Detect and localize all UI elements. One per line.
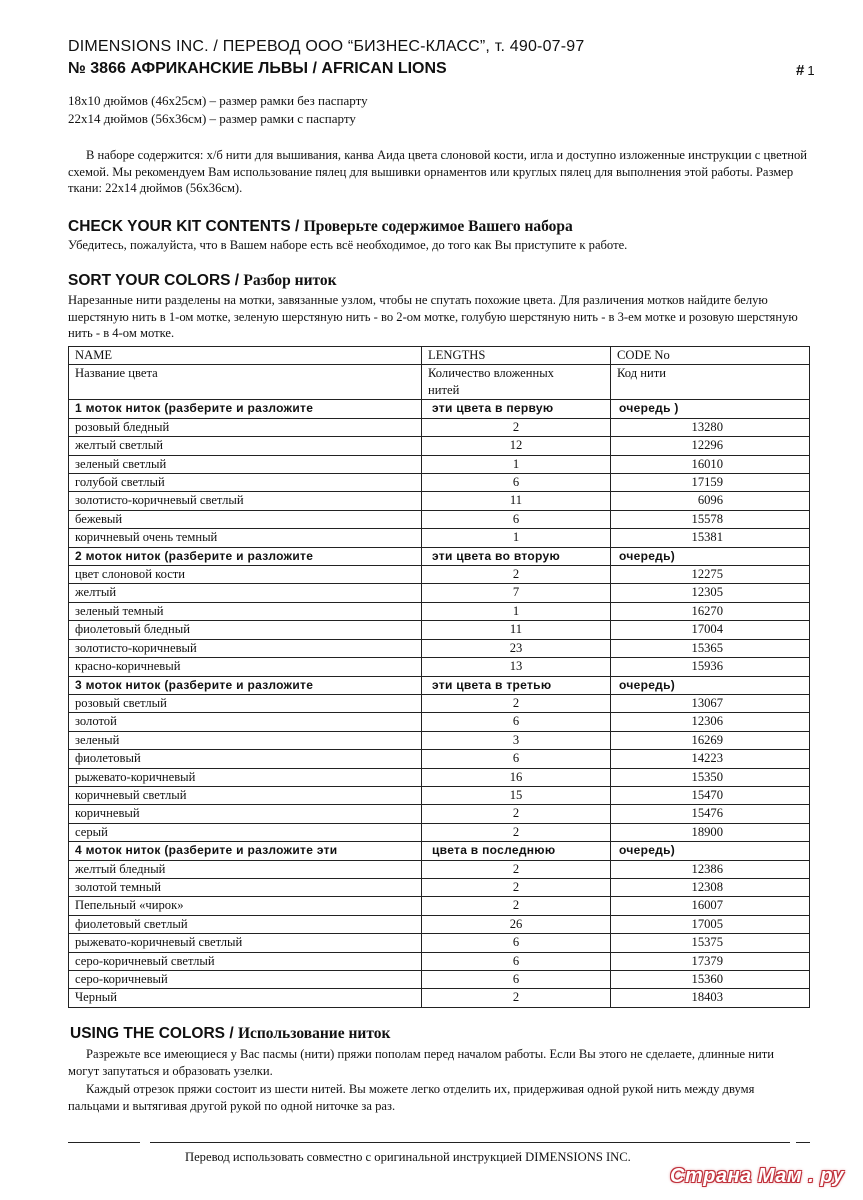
table-row [69, 971, 810, 989]
code-cell: 17159 [611, 474, 810, 492]
colors-table-body [69, 347, 810, 1008]
footer-rule-right [796, 1142, 810, 1143]
code-cell: 12296 [611, 437, 810, 455]
watermark-logo: Страна Мам . ру [670, 1165, 845, 1187]
length-cell: 26 [422, 915, 611, 933]
code-cell: 16010 [611, 455, 810, 473]
code-cell: 15365 [611, 639, 810, 657]
check-heading [68, 218, 573, 236]
length-cell: 6 [422, 971, 611, 989]
color-name-cell: золотисто-коричневый [69, 639, 422, 657]
table-row [69, 694, 810, 712]
colors-table [68, 346, 810, 1008]
group-label-cell: 3 моток ниток (разберите и разложите [69, 676, 422, 694]
using-heading-ru: Использование ниток [237, 1025, 391, 1042]
using-heading-en: USING THE COLORS / [70, 1025, 234, 1042]
length-cell: 2 [422, 823, 611, 841]
footer-note: Перевод использовать совместно с оригинальной инструкцией DIMENSIONS INC. [185, 1150, 631, 1164]
size-line-1: 18x10 дюймов (46x25см) – размер рамки без паспарту [68, 93, 368, 108]
color-name-cell: рыжевато-коричневый [69, 768, 422, 786]
length-cell: 2 [422, 897, 611, 915]
code-cell: 15476 [611, 805, 810, 823]
table-row [69, 418, 810, 436]
length-cell: 11 [422, 492, 611, 510]
group-label-cell: очередь) [611, 676, 810, 694]
group-label-cell: очередь) [611, 547, 810, 565]
color-name-cell: желтый бледный [69, 860, 422, 878]
table-row [69, 989, 810, 1007]
color-name-cell: фиолетовый бледный [69, 621, 422, 639]
color-name-cell: зеленый [69, 731, 422, 749]
table-row [69, 713, 810, 731]
code-cell: 12305 [611, 584, 810, 602]
code-cell: 17379 [611, 952, 810, 970]
code-cell: 6096 [611, 492, 810, 510]
code-cell: 12306 [611, 713, 810, 731]
code-cell: 12308 [611, 878, 810, 896]
color-name-cell: розовый бледный [69, 418, 422, 436]
size-line-2: 22x14 дюймов (56x36см) – размер рамки с паспарту [68, 111, 356, 126]
table-row [69, 897, 810, 915]
table-row [69, 621, 810, 639]
code-cell: 13280 [611, 418, 810, 436]
using-paragraph-1: Разрежьте все имеющиеся у Вас пасмы (нити) пряжи пополам перед началом работы. Если Вы этого не сделаете, длинные нити могут запутаться и образовать узелки. [68, 1047, 775, 1078]
code-cell: 12386 [611, 860, 810, 878]
check-heading-ru: Проверьте содержимое Вашего набора [303, 218, 573, 235]
group-label-cell: цвета в последнюю [422, 842, 611, 860]
table-row [69, 805, 810, 823]
table-row [69, 529, 810, 547]
sort-heading [68, 272, 337, 290]
col-sub-name: Название цвета [69, 365, 422, 400]
check-heading-en: CHECK YOUR KIT CONTENTS / [68, 218, 300, 235]
color-name-cell: золотой [69, 713, 422, 731]
code-cell: 15381 [611, 529, 810, 547]
col-header-code: CODE No [611, 347, 810, 365]
col-header-name: NAME [69, 347, 422, 365]
table-row [69, 492, 810, 510]
color-name-cell: бежевый [69, 510, 422, 528]
table-row [69, 455, 810, 473]
length-cell: 13 [422, 658, 611, 676]
color-name-cell: желтый [69, 584, 422, 602]
col-header-lengths: LENGTHS [422, 347, 611, 365]
sort-heading-en: SORT YOUR COLORS / [68, 272, 240, 289]
table-row [69, 584, 810, 602]
group-label-cell: очередь) [611, 842, 810, 860]
code-cell: 15375 [611, 934, 810, 952]
code-cell: 18900 [611, 823, 810, 841]
page-hash: # [796, 62, 805, 79]
color-name-cell: желтый светлый [69, 437, 422, 455]
code-cell: 17004 [611, 621, 810, 639]
length-cell: 2 [422, 566, 611, 584]
table-row [69, 510, 810, 528]
col-sub-code: Код нити [611, 365, 810, 400]
length-cell: 6 [422, 952, 611, 970]
color-name-cell: золотисто-коричневый светлый [69, 492, 422, 510]
color-name-cell: фиолетовый светлый [69, 915, 422, 933]
table-subheader-row [69, 365, 810, 400]
check-text: Убедитесь, пожалуйста, что в Вашем наборе есть всё необходимое, до того как Вы приступите к работе. [68, 238, 628, 252]
code-cell: 14223 [611, 750, 810, 768]
code-cell: 12275 [611, 566, 810, 584]
color-name-cell: рыжевато-коричневый светлый [69, 934, 422, 952]
code-cell: 18403 [611, 989, 810, 1007]
length-cell: 12 [422, 437, 611, 455]
table-row [69, 658, 810, 676]
length-cell: 23 [422, 639, 611, 657]
table-header-row [69, 347, 810, 365]
table-row [69, 878, 810, 896]
length-cell: 6 [422, 750, 611, 768]
group-label-cell: 1 моток ниток (разберите и разложите [69, 400, 422, 418]
length-cell: 2 [422, 878, 611, 896]
color-name-cell: красно-коричневый [69, 658, 422, 676]
color-name-cell: зеленый светлый [69, 455, 422, 473]
color-name-cell: голубой светлый [69, 474, 422, 492]
color-name-cell: коричневый [69, 805, 422, 823]
page-number-value: 1 [807, 63, 815, 78]
table-row [69, 768, 810, 786]
length-cell: 1 [422, 602, 611, 620]
using-paragraph-2: Каждый отрезок пряжи состоит из шести нитей. Вы можете легко отделить их, придерживая одной рукой нить между двумя пальцами и вытягивая другой рукой по одной ниточке за раз. [68, 1082, 755, 1113]
length-cell: 2 [422, 805, 611, 823]
length-cell: 6 [422, 934, 611, 952]
length-cell: 2 [422, 860, 611, 878]
length-cell: 7 [422, 584, 611, 602]
length-cell: 16 [422, 768, 611, 786]
length-cell: 6 [422, 713, 611, 731]
table-group-row [69, 676, 810, 694]
code-cell: 16269 [611, 731, 810, 749]
table-row [69, 566, 810, 584]
table-row [69, 437, 810, 455]
group-label-cell: эти цвета в первую [422, 400, 611, 418]
code-cell: 16270 [611, 602, 810, 620]
col-sub-lengths: Количество вложенных нитей [422, 365, 611, 400]
table-group-row [69, 547, 810, 565]
code-cell: 15350 [611, 768, 810, 786]
color-name-cell: серый [69, 823, 422, 841]
length-cell: 2 [422, 694, 611, 712]
length-cell: 3 [422, 731, 611, 749]
code-cell: 15578 [611, 510, 810, 528]
color-name-cell: цвет слоновой кости [69, 566, 422, 584]
page-number [796, 62, 815, 79]
group-label-cell: очередь ) [611, 400, 810, 418]
code-cell: 16007 [611, 897, 810, 915]
color-name-cell: золотой темный [69, 878, 422, 896]
color-name-cell: серо-коричневый светлый [69, 952, 422, 970]
length-cell: 1 [422, 529, 611, 547]
length-cell: 15 [422, 786, 611, 804]
table-group-row [69, 842, 810, 860]
code-cell: 17005 [611, 915, 810, 933]
intro-paragraph: В наборе содержится: х/б нити для вышивания, канва Аида цвета слоновой кости, игла и доступно изложенные инструкции с цветной схемой. Мы рекомендуем Вам использование пялец для вышивки орнаментов или круглых пялец для выполнения этой работы. Размер ткани: 22x14 дюймов (56x36см). [68, 148, 808, 195]
header-title: № 3866 АФРИКАНСКИЕ ЛЬВЫ / AFRICAN LIONS [68, 60, 447, 77]
group-label-cell: 2 моток ниток (разберите и разложите [69, 547, 422, 565]
color-name-cell: серо-коричневый [69, 971, 422, 989]
header-company-line: DIMENSIONS INC. / ПЕРЕВОД ООО “БИЗНЕС-КЛАСС”, т. 490-07-97 [68, 38, 585, 55]
length-cell: 11 [422, 621, 611, 639]
length-cell: 2 [422, 418, 611, 436]
sort-heading-ru: Разбор ниток [243, 272, 337, 289]
using-heading [70, 1025, 390, 1043]
code-cell: 15360 [611, 971, 810, 989]
length-cell: 6 [422, 474, 611, 492]
table-row [69, 731, 810, 749]
group-label-cell: эти цвета во вторую [422, 547, 611, 565]
footer-rule-left-1 [68, 1142, 140, 1143]
color-name-cell: розовый светлый [69, 694, 422, 712]
table-row [69, 860, 810, 878]
color-name-cell: коричневый светлый [69, 786, 422, 804]
sort-text: Нарезанные нити разделены на мотки, завязанные узлом, чтобы не спутать похожие цвета. Для различения мотков найдите белую шерстяную нить в 1-ом мотке, зеленую шерстяную нить - во 2-ом мотке, голубую шерстяную нить - в 3-ем мотке и розовую шерстяную нить - в 4-ом мотке. [68, 293, 798, 340]
color-name-cell: зеленый темный [69, 602, 422, 620]
color-name-cell: фиолетовый [69, 750, 422, 768]
table-row [69, 952, 810, 970]
code-cell: 15470 [611, 786, 810, 804]
table-row [69, 602, 810, 620]
code-cell: 13067 [611, 694, 810, 712]
table-row [69, 639, 810, 657]
color-name-cell: коричневый очень темный [69, 529, 422, 547]
code-cell: 15936 [611, 658, 810, 676]
table-row [69, 915, 810, 933]
table-row [69, 750, 810, 768]
footer-rule [150, 1142, 790, 1143]
length-cell: 6 [422, 510, 611, 528]
group-label-cell: эти цвета в третью [422, 676, 611, 694]
group-label-cell: 4 моток ниток (разберите и разложите эти [69, 842, 422, 860]
table-row [69, 934, 810, 952]
table-group-row [69, 400, 810, 418]
length-cell: 1 [422, 455, 611, 473]
table-row [69, 823, 810, 841]
color-name-cell: Черный [69, 989, 422, 1007]
table-row [69, 786, 810, 804]
color-name-cell: Пепельный «чирок» [69, 897, 422, 915]
length-cell: 2 [422, 989, 611, 1007]
table-row [69, 474, 810, 492]
